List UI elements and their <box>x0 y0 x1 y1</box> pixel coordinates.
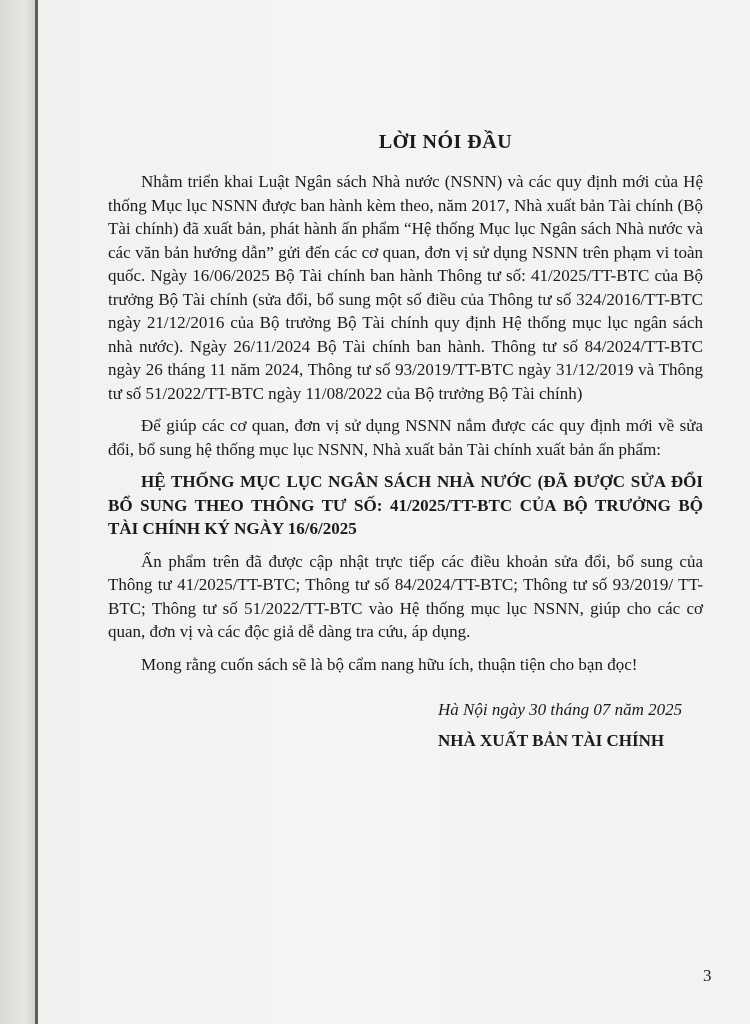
preface-content <box>108 131 703 752</box>
paragraph-purpose: Để giúp các cơ quan, đơn vị sử dụng NSNN nắm được các quy định mới về sửa đổi, bổ sung hệ thống mục lục NSNN, Nhà xuất bản Tài chính xuất bản ấn phẩm: <box>108 416 703 459</box>
publication-title: HỆ THỐNG MỤC LỤC NGÂN SÁCH NHÀ NƯỚC (ĐÃ ĐƯỢC SỬA ĐỔI BỔ SUNG THEO THÔNG TƯ SỐ: 41/2025/TT-BTC CỦA BỘ TRƯỞNG BỘ TÀI CHÍNH KÝ NGÀY 16/6/2025 <box>108 472 703 538</box>
book-page <box>38 0 750 1024</box>
paragraph-update: Ấn phẩm trên đã được cập nhật trực tiếp các điều khoản sửa đổi, bổ sung của Thông tư 41/2025/TT-BTC; Thông tư số 84/2024/TT-BTC; Thông tư số 93/2019/ TT-BTC; Thông tư số 51/2022/TT-BTC vào Hệ thống mục lục NSNN, giúp cho các cơ quan, đơn vị và các độc giả dễ dàng tra cứu, áp dụng. <box>108 551 703 641</box>
page-number: 3 <box>703 966 712 985</box>
left-page-edge <box>0 0 36 1024</box>
page-title: LỜI NÓI ĐẦU <box>378 131 513 153</box>
signature-block <box>108 698 703 752</box>
paragraph-closing: Mong rằng cuốn sách sẽ là bộ cẩm nang hữu ích, thuận tiện cho bạn đọc! <box>141 654 638 674</box>
publisher-name: NHÀ XUẤT BẢN TÀI CHÍNH <box>438 731 665 750</box>
signature-date: Hà Nội ngày 30 tháng 07 năm 2025 <box>438 700 683 719</box>
paragraph-intro: Nhằm triển khai Luật Ngân sách Nhà nước (NSNN) và các quy định mới của Hệ thống Mục lục NSNN được ban hành kèm theo, năm 2017, Nhà xuất bản Tài chính (Bộ Tài chính) đã xuất bản, phát hành ấn phẩm “Hệ thống Mục lục Ngân sách Nhà nước và các văn bản hướng dẫn” gửi đến các cơ quan, đơn vị sử dụng NSNN trên phạm vi toàn quốc. Ngày 16/06/2025 Bộ Tài chính ban hành Thông tư số: 41/2025/TT-BTC của Bộ trưởng Bộ Tài chính (sửa đổi, bổ sung một số điều của Thông tư số 324/2016/TT-BTC ngày 21/12/2016 của Bộ trưởng Bộ Tài chính quy định Hệ thống mục lục ngân sách nhà nước). Ngày 26/11/2024 Bộ Tài chính ban hành. Thông tư số 84/2024/TT-BTC ngày 26 tháng 11 năm 2024, Thông tư số 93/2019/TT-BTC ngày 31/12/2019 và Thông tư số 51/2022/TT-BTC ngày 11/08/2022 của Bộ trưởng Bộ Tài chính) <box>108 172 703 403</box>
